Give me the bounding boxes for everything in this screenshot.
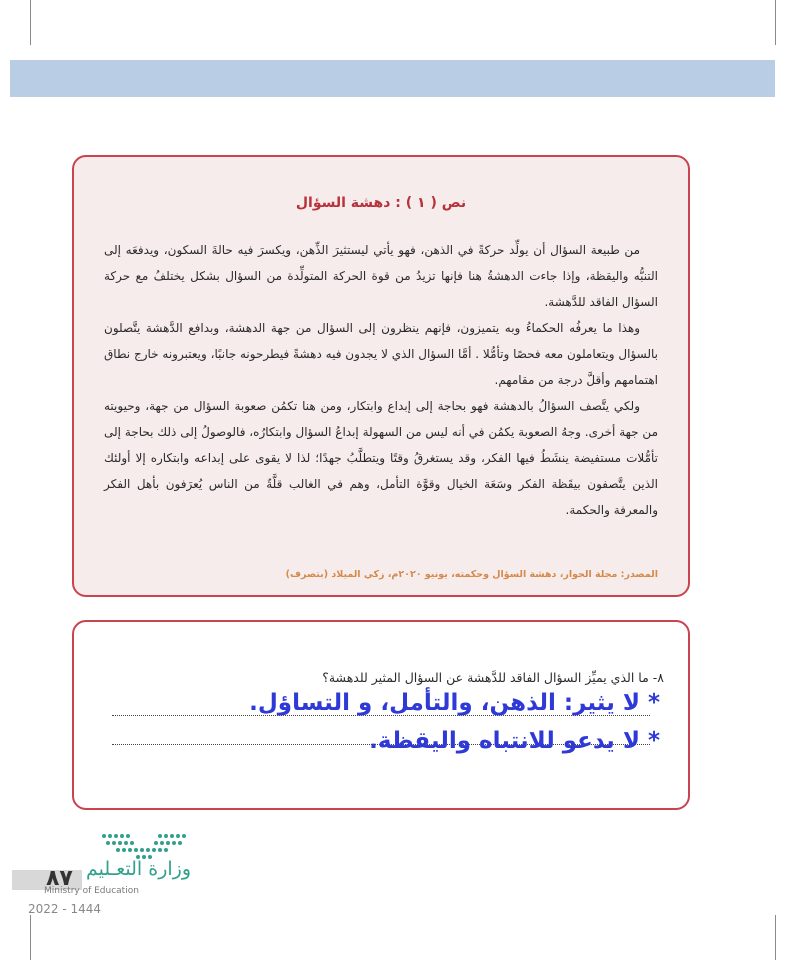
question-text: ٨- ما الذي يميِّز السؤال الفاقد للدَّهشة عن السؤال المثير للدهشة؟: [322, 670, 664, 685]
crop-mark: [775, 0, 776, 45]
passage-paragraph: وهذا ما يعرفُه الحكماءُ وبه يتميزون، فإنهم ينظرون إلى السؤال من جهة الدهشة، وبدافع الدَّهشة يتَّصلون بالسؤال ويتعاملون معه فحصًا وتأمُّلا . أمَّا السؤال الذي لا يجدون فيه دهشةً فيطرحونه جانبًا، ويعتبرونه خارج نطاق اهتمامهم وأقلَّ درجة من مقامهم.: [104, 321, 658, 387]
handwritten-answer: * لا يثير: الذهن، والتأمل، و التساؤل.: [249, 690, 660, 716]
crop-mark: [30, 915, 31, 960]
passage-box: [72, 155, 690, 597]
crop-mark: [775, 915, 776, 960]
ministry-logo-icon: [98, 828, 190, 860]
crop-mark: [30, 0, 31, 45]
passage-paragraph: من طبيعة السؤال أن يولِّد حركةً في الذهن، فهو يأتي ليستثيرَ الذِّهن، ويكسرَ فيه حالةَ السكون، ويدفعَه إلى التنبُّه واليقظة، وإذا جاءت الدهشةُ هنا فإنها تزيدُ من قوة الحركة المتولِّدة من السؤال بشكل يختلفُ مع حركة السؤال الفاقد للدَّهشة.: [104, 243, 658, 309]
header-band: [10, 60, 775, 97]
passage-title-text: دهشة السؤال: [295, 195, 391, 211]
ministry-name-ar: وزارة التعـليم: [86, 858, 192, 880]
handwritten-answer: * لا يدعو للانتباه واليقظة.: [369, 728, 660, 754]
passage-body: [104, 237, 658, 523]
ministry-name-en: Ministry of Education: [44, 886, 139, 896]
passage-source: المصدر: مجلة الحوار، دهشة السؤال وحكمته، يونيو ٢٠٢٠م، زكي الميلاد (بتصرف): [285, 569, 658, 580]
passage-title-label: نص ( ١ ) :: [395, 195, 467, 211]
page-number: ٨٧: [46, 866, 73, 891]
passage-paragraph: ولكي يتَّصف السؤالُ بالدهشة فهو بحاجة إلى إبداع وابتكار، ومن هنا تكمُن صعوبة السؤال من جهة، وحيويته من جهة أخرى. وجهُ الصعوبة يكمُن في أنه ليس من السهولة إبداعُ السؤال وابتكارُه، فالوصولُ إلى ذلك بحاجة إلى تأمُّلات مستفيضة ينشَطُ فيها الفكر، وقد يستغرقُ وقتًا ويتطلَّبُ جهدًا؛ لذا لا يقوى على إبداعه وابتكاره إلا أولئك الذين يتَّصفون بيقَظة الفكر وسَعَة الخيال وقوَّة التأمل، وهم في الغالب قلَّةٌ من الناس يُعرَفون بأهل الفكر والمعرفة والحكمة.: [104, 399, 658, 517]
year-label: 2022 - 1444: [28, 902, 102, 916]
passage-title: [74, 195, 688, 211]
question-box: [72, 620, 690, 810]
